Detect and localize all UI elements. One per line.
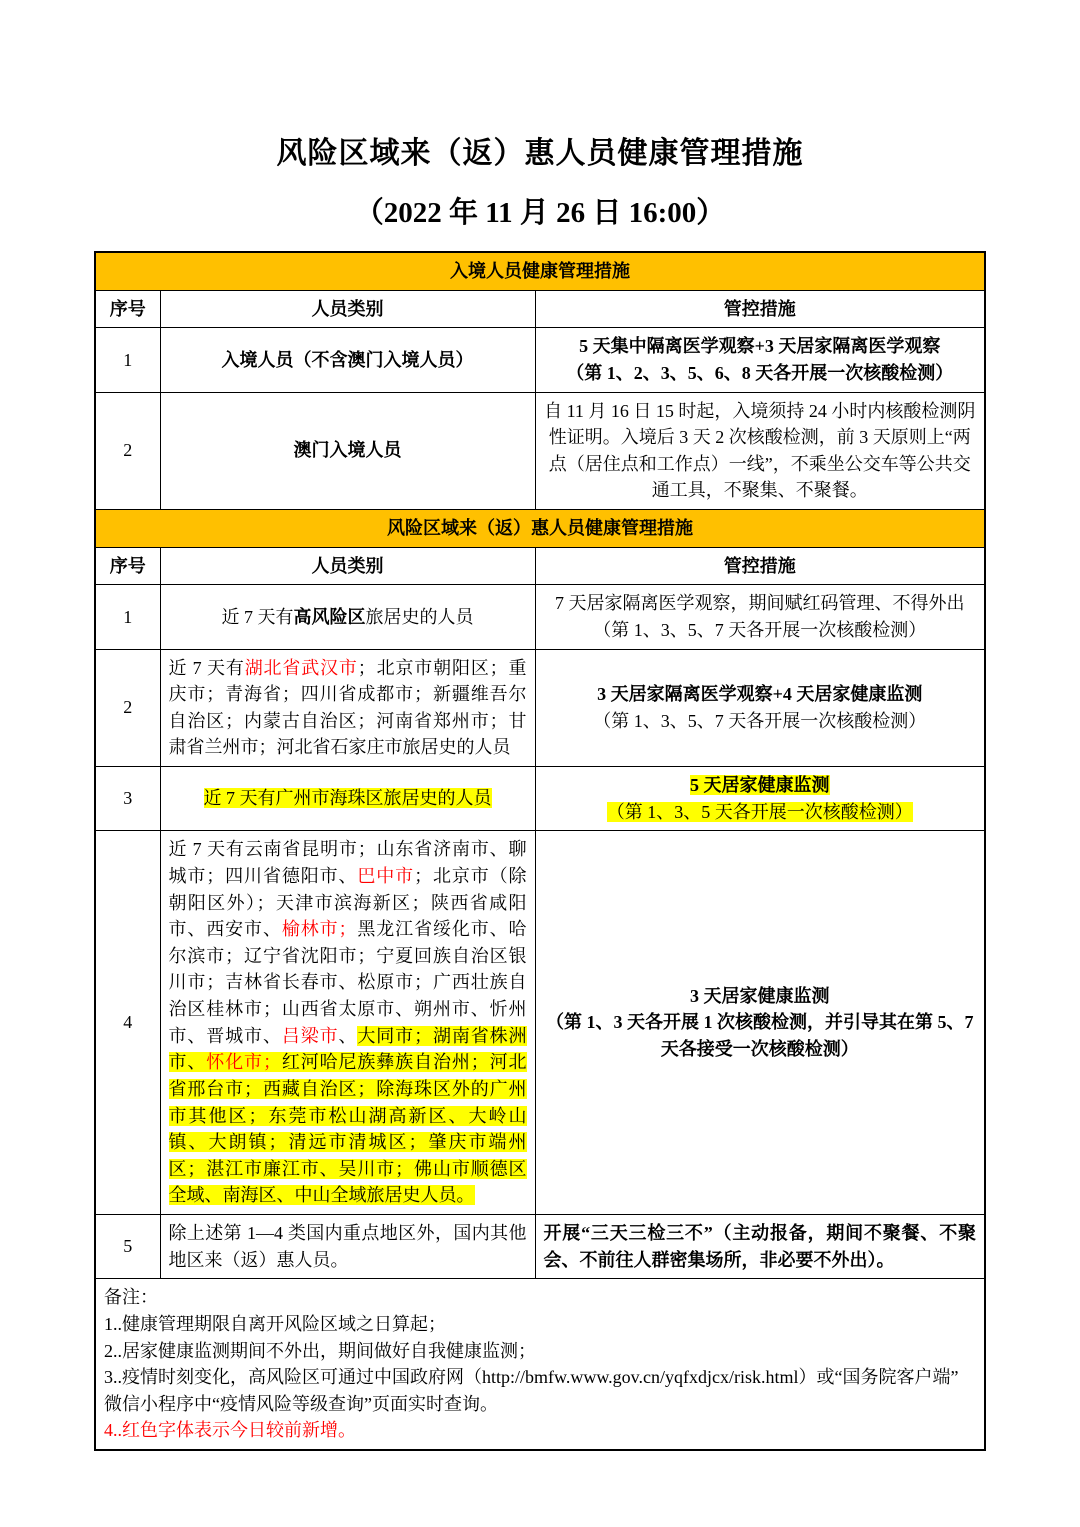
entry-column-header-row [95, 290, 985, 328]
entry-row-1-category: 入境人员（不含澳门入境人员） [160, 328, 535, 392]
note-item-1: 1..健康管理期限自离开风险区域之日算起； [104, 1313, 446, 1334]
measure-line-1: 3 天居家健康监测 [690, 985, 830, 1006]
risk-row-2-category [160, 649, 535, 767]
category-text: 旅居史的人员 [365, 606, 474, 627]
measure-line-1: 7 天居家隔离医学观察，期间赋红码管理、不得外出 [555, 593, 965, 614]
note-item-2: 2..居家健康监测期间不外出，期间做好自我健康监测； [104, 1340, 536, 1361]
entry-row-2 [95, 392, 985, 510]
new-added-region: 湖北省武汉市 [244, 657, 358, 678]
measure-line-1: 5 天集中隔离医学观察+3 天居家隔离医学观察 [579, 336, 941, 357]
risk-section-header: 风险区域来（返）惠人员健康管理措施 [95, 510, 985, 548]
risk-col-header-index: 序号 [95, 547, 160, 585]
risk-row-4-category [160, 831, 535, 1215]
new-added-region: 榆林市； [281, 919, 357, 940]
risk-row-5-measure: 开展“三天三检三不”（主动报备，期间不聚餐、不聚会、不前往人群密集场所，非必要不外出）。 [535, 1215, 985, 1279]
health-measures-table [94, 251, 986, 1451]
new-added-region: 吕梁市 [281, 1025, 339, 1046]
note-item-4-new-added: 4..红色字体表示今日较前新增。 [104, 1420, 356, 1441]
entry-col-header-index: 序号 [95, 290, 160, 328]
risk-row-5-category: 除上述第 1—4 类国内重点地区外，国内其他地区来（返）惠人员。 [160, 1215, 535, 1279]
risk-col-header-measure: 管控措施 [535, 547, 985, 585]
risk-row-1-category [160, 585, 535, 649]
entry-row-2-index: 2 [95, 392, 160, 510]
risk-row-3-index: 3 [95, 767, 160, 831]
highlighted-measure: （第 1、3、5 天各开展一次核酸检测） [606, 801, 913, 822]
entry-section-header: 入境人员健康管理措施 [95, 252, 985, 290]
entry-section-header-row [95, 252, 985, 290]
new-added-region: 巴中市 [357, 865, 415, 886]
highlighted-measure: 5 天居家健康监测 [690, 775, 830, 795]
entry-row-1-measure [535, 328, 985, 392]
risk-row-2-index: 2 [95, 649, 160, 767]
risk-column-header-row [95, 547, 985, 585]
category-text: 近 7 天有 [168, 657, 245, 678]
measure-line-2: （第 1、3、5、7 天各开展一次核酸检测） [593, 619, 927, 640]
notes-cell [95, 1279, 985, 1450]
category-highlighted-term: 高风险区 [293, 606, 366, 627]
highlighted-category: 近 7 天有广州市海珠区旅居史的人员 [203, 788, 492, 809]
entry-row-1-index: 1 [95, 328, 160, 392]
category-text: 近 7 天有云南省昆明市；山东省济南市、聊城市；四川省德阳市、 [168, 839, 527, 886]
entry-row-2-measure: 自 11 月 16 日 15 时起，入境须持 24 小时内核酸检测阴性证明。入境后 3 天 2 次核酸检测，前 3 天原则上“两点（居住点和工作点）一线”，不乘坐公交车等公共交通工具，不聚集、不聚餐。 [535, 392, 985, 510]
risk-row-2-measure [535, 649, 985, 767]
risk-row-1-measure [535, 585, 985, 649]
notes-label: 备注： [104, 1287, 158, 1308]
risk-row-4-measure [535, 831, 985, 1215]
entry-col-header-category: 人员类别 [160, 290, 535, 328]
risk-row-3 [95, 767, 985, 831]
category-text: ；北京市（除朝阳区外）；天津市滨海新区；陕西省咸阳市、西安市、 [168, 865, 527, 940]
risk-row-4-index: 4 [95, 831, 160, 1215]
page-title: 风险区域来（返）惠人员健康管理措施 [276, 137, 804, 170]
risk-row-5 [95, 1215, 985, 1279]
page-subtitle: （2022 年 11 月 26 日 16:00） [354, 197, 726, 229]
category-text: 近 7 天有 [221, 606, 294, 627]
measure-line-1 [544, 772, 977, 799]
measure-line-1: 3 天居家隔离医学观察+4 天居家健康监测 [597, 684, 923, 705]
category-text: 、 [338, 1025, 358, 1046]
risk-row-1-index: 1 [95, 585, 160, 649]
measure-line-2: （第 1、3、5、7 天各开展一次核酸检测） [593, 710, 927, 731]
risk-section-header-row [95, 510, 985, 548]
risk-row-3-category [160, 767, 535, 831]
entry-row-2-category: 澳门入境人员 [160, 392, 535, 510]
highlighted-region-list: 红河哈尼族彝族自治州；河北省邢台市；西藏自治区；除海珠区外的广州市其他区；东莞市松山湖高新区、大岭山镇、大朗镇；清远市清城区；肇庆市端州区；湛江市廉江市、吴川市；佛山市顺德区全域、南海区、中山全域旅居史人员。 [168, 1052, 527, 1206]
entry-col-header-measure: 管控措施 [535, 290, 985, 328]
category-text: ；北京市朝阳区；重庆市；青海省；四川省成都市；新疆维吾尔自治区；内蒙古自治区；河南省郑州市；甘肃省兰州市；河北省石家庄市旅居史的人员 [168, 657, 527, 758]
new-added-region-highlighted: 怀化市； [206, 1052, 281, 1073]
measure-line-2: （第 1、3 天各开展 1 次核酸检测，并引导其在第 5、7 天各接受一次核酸检测） [546, 1012, 974, 1059]
note-item-3: 3..疫情时刻变化，高风险区可通过中国政府网（http://bmfw.www.gov.cn/yqfxdjcx/risk.html）或“国务院客户端”微信小程序中“疫情风险等级查询”页面实时查询。 [104, 1367, 959, 1414]
risk-row-5-index: 5 [95, 1215, 160, 1279]
risk-col-header-category: 人员类别 [160, 547, 535, 585]
risk-row-4 [95, 831, 985, 1215]
category-text: 黑龙江省绥化市、哈尔滨市；辽宁省沈阳市；宁夏回族自治区银川市；吉林省长春市、松原市；广西壮族自治区桂林市；山西省太原市、朔州市、忻州市、晋城市、 [168, 919, 527, 1046]
entry-row-1 [95, 328, 985, 392]
measure-line-2: （第 1、2、3、5、6、8 天各开展一次核酸检测） [566, 362, 954, 383]
highlighted-region-list: 大同市；湖南省株洲市、 [168, 1025, 527, 1073]
risk-row-2 [95, 649, 985, 767]
measure-line-2 [544, 799, 977, 826]
notes-row [95, 1279, 985, 1450]
risk-row-1 [95, 585, 985, 649]
risk-row-3-measure [535, 767, 985, 831]
